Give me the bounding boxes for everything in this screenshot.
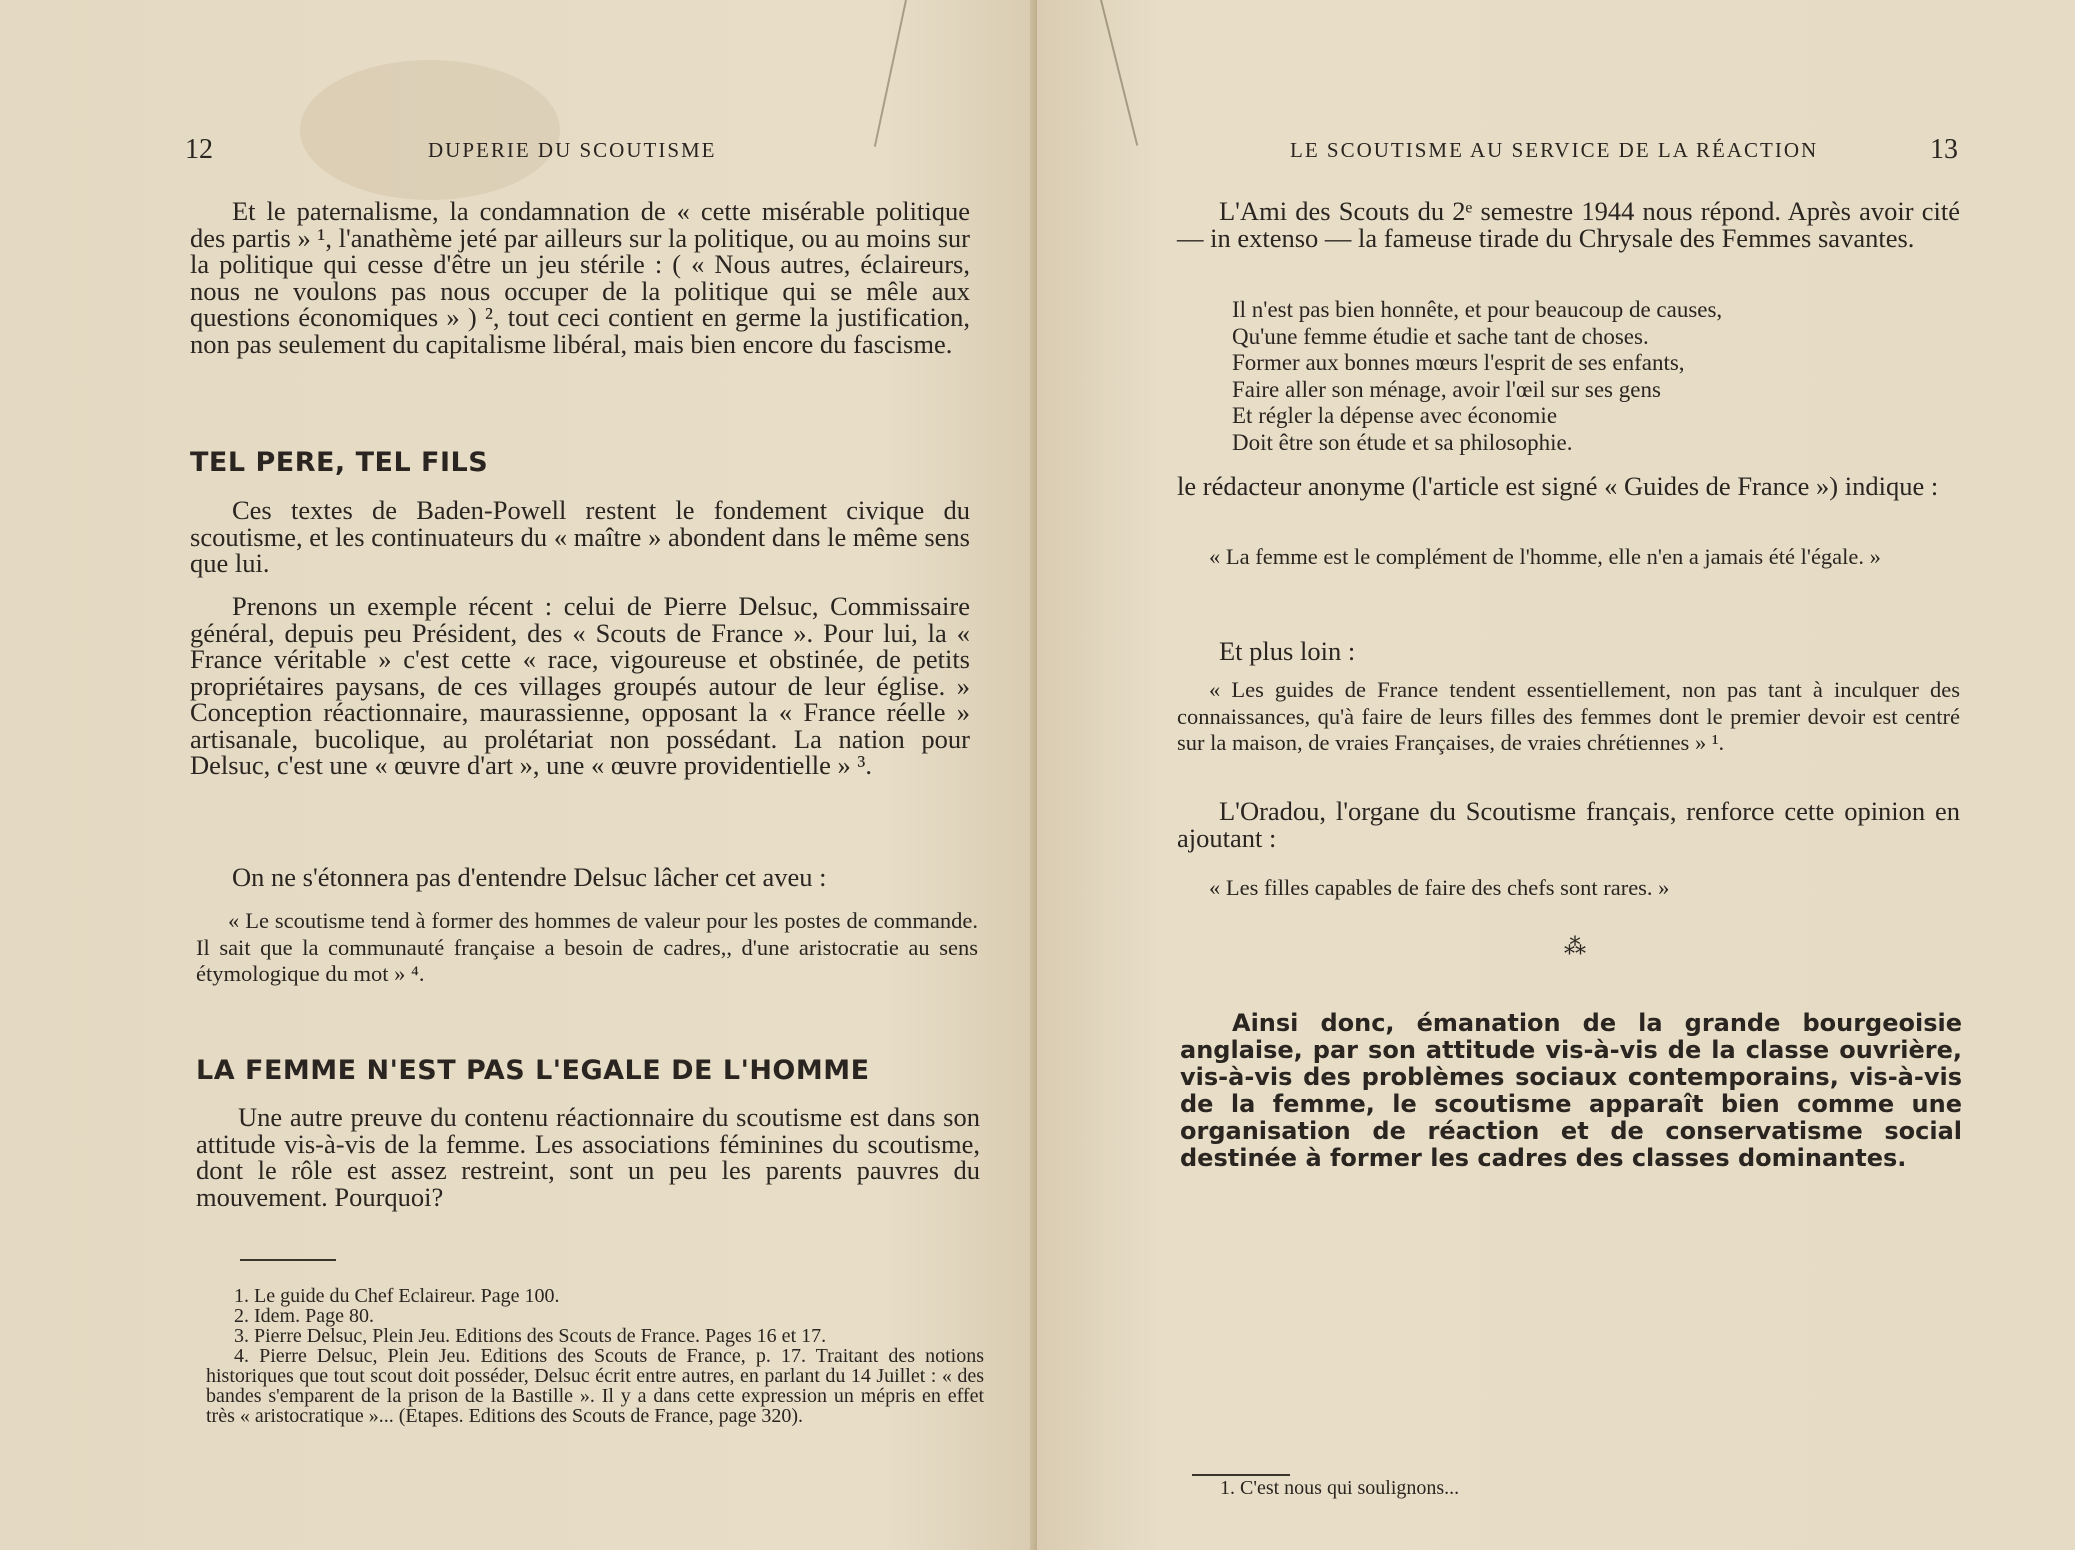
verse-line: Il n'est pas bien honnête, et pour beaucoup de causes, bbox=[1232, 297, 1723, 322]
verse-line: Faire aller son ménage, avoir l'œil sur ses gens bbox=[1232, 376, 1661, 402]
footnote: 1. C'est nous qui soulignons... bbox=[1220, 1477, 1460, 1499]
paragraph bbox=[1177, 638, 1960, 665]
paragraph bbox=[190, 497, 970, 577]
section-heading: LA FEMME N'EST PAS L'EGALE DE L'HOMME bbox=[196, 1055, 870, 1086]
paragraph bbox=[1177, 798, 1960, 851]
verse-quote bbox=[1232, 297, 1722, 456]
page-number: 13 bbox=[1930, 134, 1958, 165]
verse-line: Former aux bonnes mœurs l'esprit de ses enfants, bbox=[1232, 350, 1685, 375]
paragraph bbox=[1177, 473, 1960, 500]
block-quote bbox=[1177, 677, 1960, 757]
page-crease bbox=[874, 0, 907, 147]
footnote: 4. Pierre Delsuc, Plein Jeu. Editions des Scouts de France, p. 17. Traitant des notions historiques que tout scout doit posséder, Delsuc écrit entre autres, en parlant du 14 Juillet : « des bandes s'emparent de la prison de la Bastille ». Il y a dans cette expression un mépris en effet très « aristocratique »... (Etapes. Editions des Scouts de France, page 320). bbox=[206, 1345, 984, 1427]
paragraph-text: Prenons un exemple récent : celui de Pierre Delsuc, Commissaire général, depuis peu Président, des « Scouts de France ». Pour lui, la « France véritable » c'est cette « race, vigoureuse et obstinée, de petits propriétaires paysans, de ces villages groupés autour de leur église. » Conception réactionnaire, maurassienne, opposant la « France réelle » artisanale, bucolique, au prolétariat non possédant. La nation pour Delsuc, c'est une « œuvre d'art », une « œuvre providentielle » ³. bbox=[190, 591, 970, 780]
footnote: 3. Pierre Delsuc, Plein Jeu. Editions des Scouts de France. Pages 16 et 17. bbox=[234, 1325, 827, 1347]
running-head: LE SCOUTISME AU SERVICE DE LA RÉACTION bbox=[1290, 138, 1819, 162]
footnote-rule bbox=[1192, 1474, 1290, 1476]
page-number: 12 bbox=[185, 134, 213, 165]
left-page bbox=[0, 0, 1035, 1550]
paragraph-text: L'Ami des Scouts du 2ᵉ semestre 1944 nous répond. Après avoir cité — in extenso — la fameuse tirade du Chrysale des Femmes savantes. bbox=[1177, 196, 1960, 253]
quote-text: « Les guides de France tendent essentiellement, non pas tant à inculquer des connaissances, qu'à faire de leurs filles des femmes dont le premier devoir est centré sur la maison, de vraies Françaises, de vraies chrétiennes » ¹. bbox=[1177, 677, 1960, 755]
paragraph bbox=[190, 198, 970, 357]
running-head: DUPERIE DU SCOUTISME bbox=[428, 138, 717, 162]
paragraph bbox=[1177, 198, 1960, 251]
block-quote bbox=[196, 908, 978, 988]
block-quote bbox=[1177, 544, 1960, 571]
footnote: 1. Le guide du Chef Eclaireur. Page 100. bbox=[234, 1285, 560, 1307]
quote-text: « Le scoutisme tend à former des hommes de valeur pour les postes de commande. Il sait que la communauté française a besoin de cadres,, d'une aristocratie au sens étymologique du mot » ⁴. bbox=[196, 908, 978, 986]
verse-line: Et régler la dépense avec économie bbox=[1232, 403, 1558, 428]
paragraph bbox=[190, 864, 970, 891]
paragraph bbox=[190, 593, 970, 779]
paragraph-text: Et plus loin : bbox=[1219, 636, 1356, 666]
asterism: ⁂ bbox=[1564, 934, 1586, 959]
footnote: 2. Idem. Page 80. bbox=[234, 1305, 374, 1327]
paragraph-text: Et le paternalisme, la condamnation de « cette misérable politique des partis » ¹, l'anathème jeté par ailleurs sur la politique, ou au moins sur la politique qui cesse d'être un jeu stérile : ( « Nous autres, éclaireurs, nous ne voulons pas nous occuper de la politique qui se mêle aux questions économiques » ) ², tout ceci contient en germe la justification, non pas seulement du capitalisme libéral, mais bien encore du fascisme. bbox=[190, 196, 970, 359]
verse-line: Qu'une femme étudie et sache tant de choses. bbox=[1232, 323, 1649, 349]
quote-text: « La femme est le complément de l'homme, elle n'en a jamais été l'égale. » bbox=[1209, 544, 1881, 569]
footnote-rule bbox=[240, 1259, 336, 1261]
paragraph-text: L'Oradou, l'organe du Scoutisme français, renforce cette opinion en ajoutant : bbox=[1177, 796, 1960, 853]
conclusion-paragraph bbox=[1180, 1010, 1962, 1172]
paragraph-text: le rédacteur anonyme (l'article est signé « Guides de France ») indique : bbox=[1177, 471, 1939, 501]
quote-text: « Les filles capables de faire des chefs sont rares. » bbox=[1209, 875, 1670, 900]
page-crease bbox=[1100, 0, 1138, 146]
section-heading: TEL PERE, TEL FILS bbox=[190, 447, 489, 478]
conclusion-text: Ainsi donc, émanation de la grande bourgeoisie anglaise, par son attitude vis-à-vis de la classe ouvrière, vis-à-vis des problèmes sociaux contemporains, vis-à-vis de la femme, le scoutisme apparaît bien comme une organisation de réaction et de conservatisme social destinée à former les cadres des classes dominantes. bbox=[1180, 1009, 1962, 1172]
paragraph-text: Une autre preuve du contenu réactionnaire du scoutisme est dans son attitude vis-à-vis de la femme. Les associations féminines du scoutisme, dont le rôle est assez restreint, sont un peu les parents pauvres du mouvement. Pourquoi? bbox=[196, 1102, 980, 1212]
paragraph-text: On ne s'étonnera pas d'entendre Delsuc lâcher cet aveu : bbox=[232, 862, 827, 892]
paragraph-text: Ces textes de Baden-Powell restent le fondement civique du scoutisme, et les continuateurs du « maître » abondent dans le même sens que lui. bbox=[190, 495, 970, 578]
verse-line: Doit être son étude et sa philosophie. bbox=[1232, 429, 1573, 455]
block-quote bbox=[1177, 875, 1960, 902]
footnotes bbox=[1220, 1478, 1720, 1498]
right-page bbox=[1037, 0, 2075, 1550]
paper-stain bbox=[300, 60, 560, 200]
footnotes bbox=[206, 1286, 984, 1426]
paragraph bbox=[196, 1104, 980, 1210]
